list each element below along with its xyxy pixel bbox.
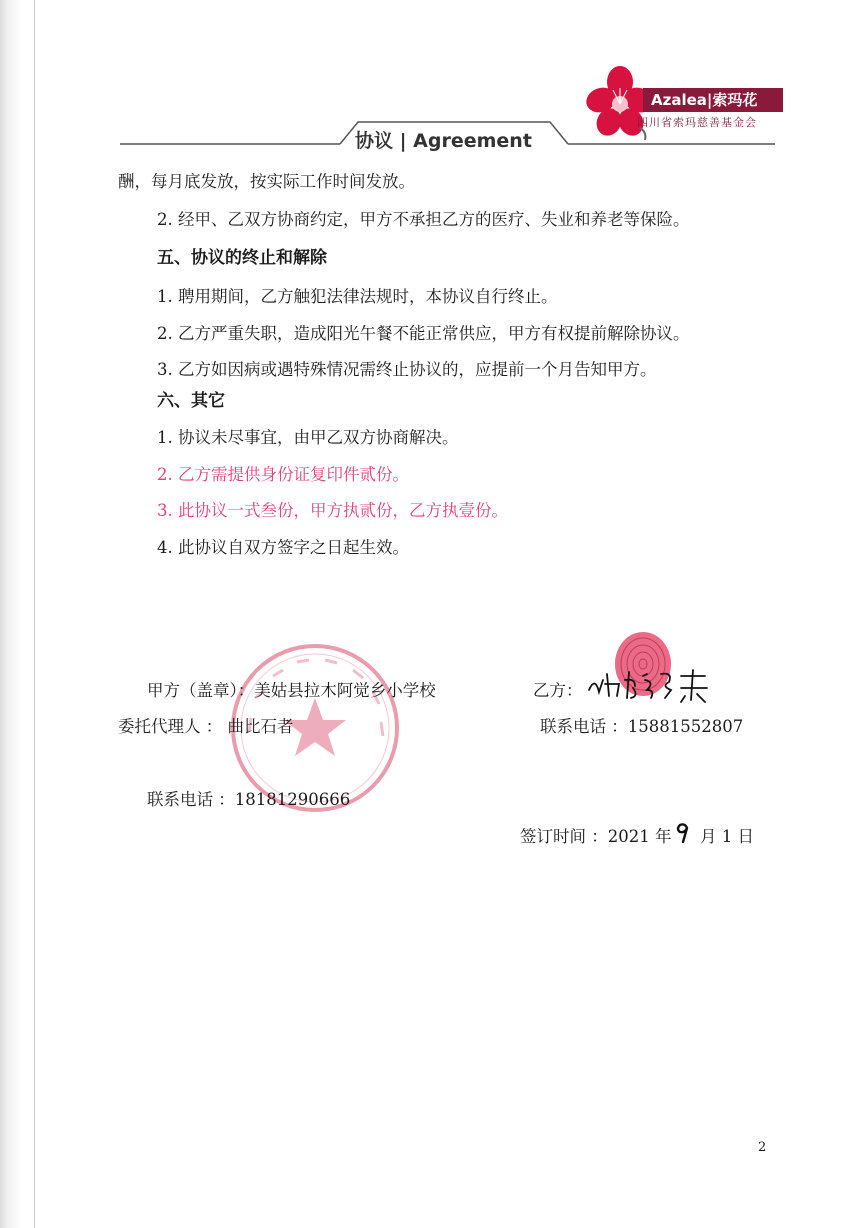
handwritten-month-9 [675, 822, 693, 844]
sign-date-suffix: 月 1 日 [700, 827, 754, 846]
list-item: 2. 乙方需提供身份证复印件贰份。 [157, 465, 409, 484]
list-item: 4. 此协议自双方签字之日起生效。 [157, 538, 409, 557]
party-b-phone: 联系电话 ：15881552807 [540, 717, 744, 736]
party-b-label: 乙方： [533, 681, 583, 700]
list-item: 2. 经甲、乙双方协商约定，甲方不承担乙方的医疗、失业和养老等保险。 [157, 210, 690, 229]
handwritten-signature [585, 666, 715, 706]
list-item: 1. 协议未尽事宜，由甲乙双方协商解决。 [157, 428, 459, 447]
section-heading: 六、其它 [157, 391, 225, 411]
list-item: 1. 聘用期间，乙方触犯法律法规时，本协议自行终止。 [157, 287, 558, 306]
list-item: 2. 乙方严重失职，造成阳光午餐不能正常供应，甲方有权提前解除协议。 [157, 324, 690, 343]
party-a-phone: 联系电话 ：18181290666 [147, 790, 351, 809]
list-item: 3. 乙方如因病或遇特殊情况需终止协议的，应提前一个月告知甲方。 [157, 360, 657, 379]
sign-date-prefix: 签订时间 ：2021 年 [520, 827, 672, 846]
page-number: 2 [758, 1140, 767, 1155]
party-a-line: 甲方（盖章）：美姑县拉木阿觉乡小学校 [147, 681, 436, 700]
section-heading: 五、协议的终止和解除 [157, 248, 327, 268]
page-header-title: 协议 | Agreement [355, 130, 532, 152]
logo-subtitle: 四川省索玛慈善基金会 [637, 116, 757, 129]
logo-brand: Azalea|索玛花 [643, 88, 783, 112]
continuation-line: 酬，每月底发放，按实际工作时间发放。 [118, 172, 415, 191]
scan-border-line [34, 0, 35, 1228]
agent-line: 委托代理人 ： 曲比石者 [118, 717, 294, 736]
list-item: 3. 此协议一式叁份，甲方执贰份，乙方执壹份。 [157, 501, 508, 520]
